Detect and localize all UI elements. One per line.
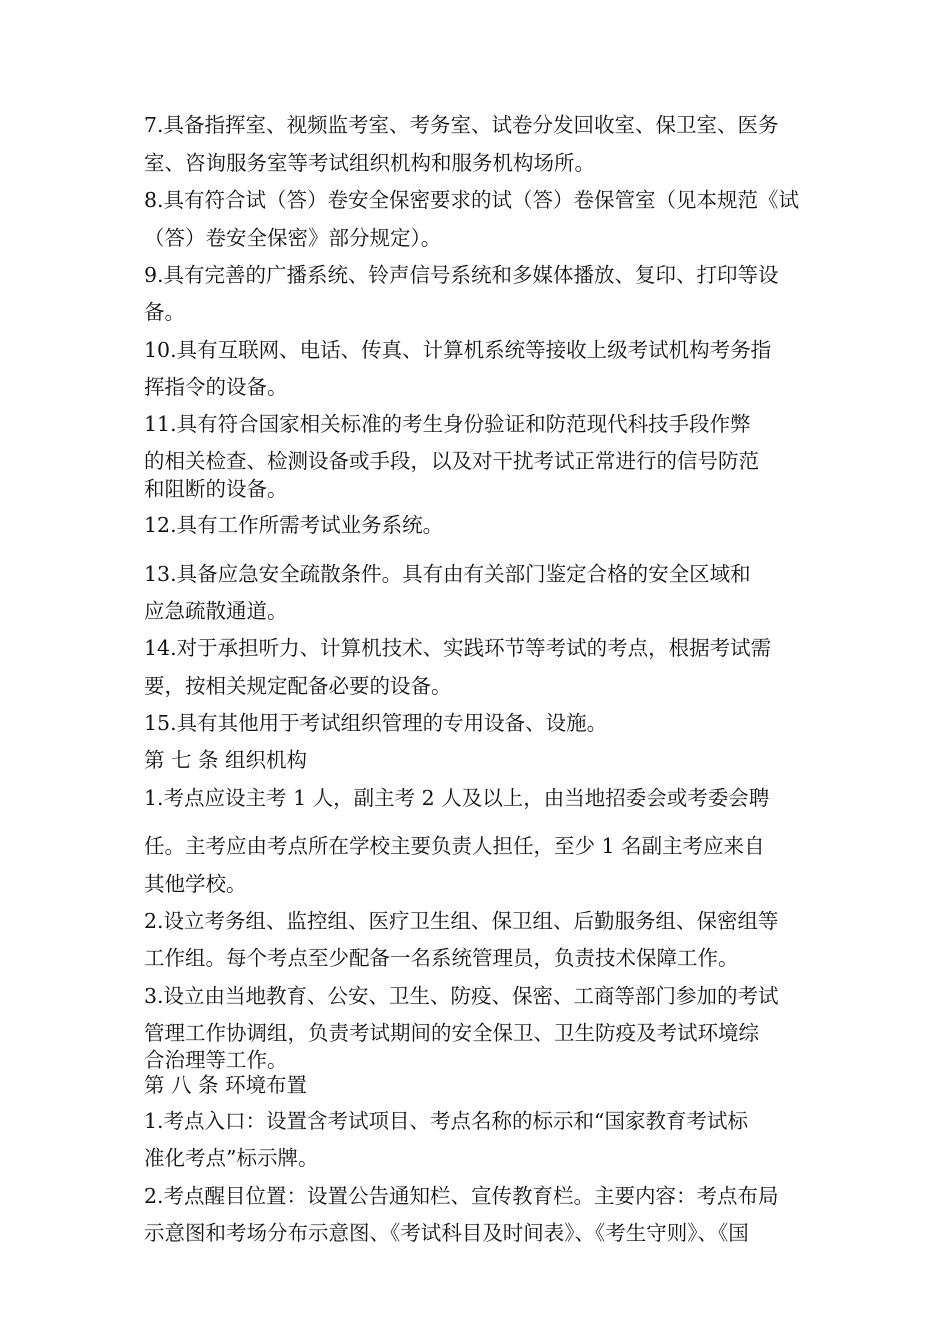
text-line: 15.具有其他用于考试组织管理的专用设备、设施。 (144, 711, 608, 735)
text-line: 14.对于承担听力、计算机技术、实践环节等考试的考点，根据考试需 (144, 636, 772, 660)
text-line: 应急疏散通道。 (144, 599, 288, 623)
text-line: 7.具备指挥室、视频监考室、考务室、试卷分发回收室、保卫室、医务 (144, 113, 779, 137)
text-line: 和阻断的设备。 (144, 477, 288, 501)
text-line: 2.考点醒目位置：设置公告通知栏、宣传教育栏。主要内容：考点布局 (144, 1184, 779, 1208)
text-line: 其他学校。 (144, 872, 247, 896)
text-line: 8.具有符合试（答）卷安全保密要求的试（答）卷保管室（见本规范《试 (144, 188, 800, 212)
text-line: 备。 (144, 300, 185, 324)
text-line: 任。主考应由考点所在学校主要负责人担任，至少 1 名副主考应来自 (144, 834, 765, 858)
section-heading: 第 七 条 组织机构 (144, 748, 308, 772)
text-line: 挥指令的设备。 (144, 375, 288, 399)
text-line: 1.考点应设主考 1 人，副主考 2 人及以上，由当地招委会或考委会聘 (144, 786, 770, 810)
section-heading: 第 八 条 环境布置 (144, 1073, 308, 1097)
text-line: 2.设立考务组、监控组、医疗卫生组、保卫组、后勤服务组、保密组等 (144, 909, 779, 933)
text-line: 工作组。每个考点至少配备一名系统管理员，负责技术保障工作。 (144, 946, 739, 970)
text-line: 室、咨询服务室等考试组织机构和服务机构场所。 (144, 151, 595, 175)
text-line: 合治理等工作。 (144, 1048, 288, 1072)
text-line: 3.设立由当地教育、公安、卫生、防疫、保密、工商等部门参加的考试 (144, 984, 779, 1008)
text-line: 要，按相关规定配备必要的设备。 (144, 674, 452, 698)
text-line: 1.考点入口：设置含考试项目、考点名称的标示和“国家教育考试标 (144, 1109, 749, 1133)
text-line: 12.具有工作所需考试业务系统。 (144, 513, 444, 537)
text-line: 示意图和考场分布示意图、《考试科目及时间表》、《考生守则》、《国 (144, 1221, 749, 1245)
text-line: 10.具有互联网、电话、传真、计算机系统等接收上级考试机构考务指 (144, 338, 772, 362)
text-line: 的相关检查、检测设备或手段，以及对干扰考试正常进行的信号防范 (144, 449, 759, 473)
text-line: 准化考点”标示牌。 (144, 1146, 319, 1170)
text-line: （答）卷安全保密》部分规定）。 (144, 226, 442, 250)
text-line: 11.具有符合国家相关标准的考生身份验证和防范现代科技手段作弊 (144, 412, 751, 436)
text-line: 管理工作协调组，负责考试期间的安全保卫、卫生防疫及考试环境综 (144, 1021, 759, 1045)
text-line: 9.具有完善的广播系统、铃声信号系统和多媒体播放、复印、打印等设 (144, 263, 779, 287)
text-line: 13.具备应急安全疏散条件。具有由有关部门鉴定合格的安全区域和 (144, 562, 751, 586)
